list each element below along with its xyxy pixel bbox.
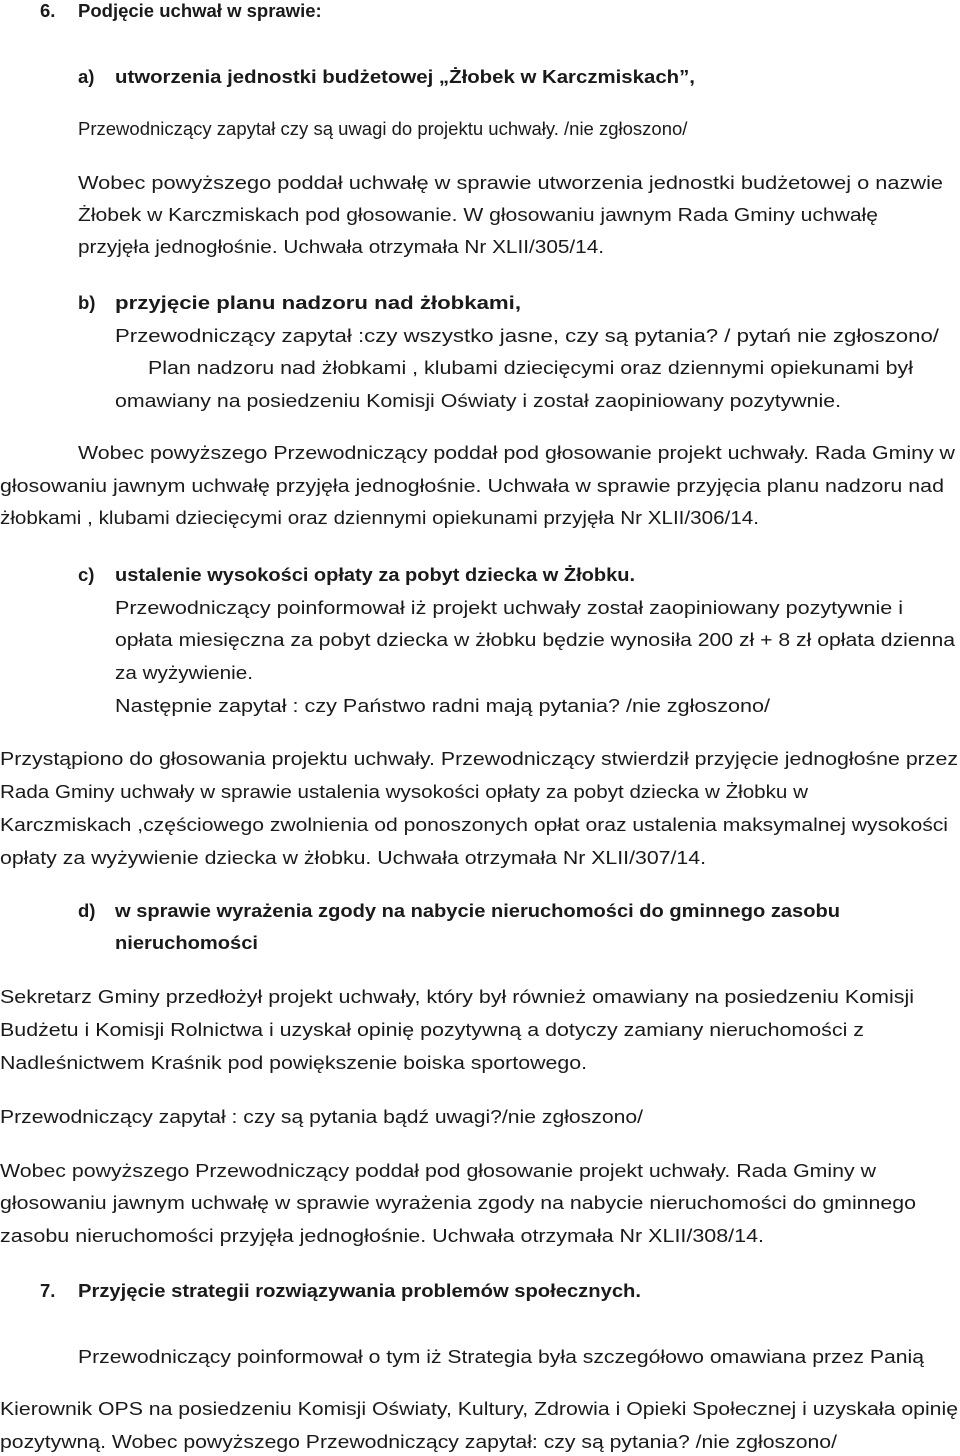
text-line-30-sekretarz-gminy-przedlozyl-projekt-uchwa: Sekretarz Gminy przedłożył projekt uchwały, który był również omawiany na posiedzeniu Komisji [0, 986, 915, 1007]
text-line-31-budzetu-i-komisji-rolnictwa-i-uzyskal-op: Budżetu i Komisji Rolnictwa i uzyskał opinię pozytywną a dotyczy zamiany nieruchomości z [0, 1019, 864, 1040]
text-line-11-przewodniczacy-zapytal-czy-wszystko-jasn: Przewodniczący zapytał :czy wszystko jasne, czy są pytania? / pytań nie zgłoszono/ [115, 325, 939, 346]
text-line-15-glosowaniu-jawnym-uchwale-przyjela-jedno: głosowaniu jawnym uchwałę przyjęła jednogłośnie. Uchwała w sprawie przyjęcia planu nadzoru nad [0, 475, 944, 496]
heading-17-c: c) [78, 564, 95, 585]
text-line-7-zlobek-w-karczmiskach-pod-glosowanie-w-g: Żłobek w Karczmiskach pod głosowanie. W głosowaniu jawnym Rada Gminy uchwałę [78, 204, 878, 225]
text-line-39-przewodniczacy-poinformowal-o-tym-iz-str: Przewodniczący poinformował o tym iż Strategia była szczegółowo omawiana przez Panią [78, 1346, 925, 1367]
text-line-16-zlobkami-klubami-dzieciecymi-oraz-dzienn: żłobkami , klubami dziecięcymi oraz dziennymi opiekunami przyjęła Nr XLII/306/14. [0, 507, 759, 528]
heading-29-nieruchomosci: nieruchomości [115, 932, 259, 953]
heading-18-ustalenie-wysokosci-oplaty-za-pobyt-dzie: ustalenie wysokości opłaty za pobyt dziecka w Żłobku. [115, 564, 636, 585]
text-line-8-przyjela-jednoglosnie-uchwala-otrzymala-: przyjęła jednogłośnie. Uchwała otrzymała Nr XLII/305/14. [78, 236, 605, 257]
text-line-34-wobec-powyzszego-przewodniczacy-poddal-p: Wobec powyższego Przewodniczący poddał pod głosowanie projekt uchwały. Rada Gminy w [0, 1160, 876, 1181]
text-line-32-nadlesnictwem-krasnik-pod-powiekszenie-b: Nadleśnictwem Kraśnik pod powiększenie boiska sportowego. [0, 1052, 587, 1073]
text-line-20-oplata-miesieczna-za-pobyt-dziecka-w-zlo: opłata miesięczna za pobyt dziecka w żłobku będzie wynosiła 200 zł + 8 zł opłata dzienna [115, 629, 955, 650]
heading-4-utworzenia-jednostki-budzetowej-zlobek-w: utworzenia jednostki budżetowej „Żłobek w Karczmiskach”, [115, 66, 695, 87]
text-line-33-przewodniczacy-zapytal-czy-sa-pytania-ba: Przewodniczący zapytał : czy są pytania bądź uwagi?/nie zgłoszono/ [0, 1106, 643, 1127]
heading-1-6: 6. [40, 0, 56, 21]
text-line-13-omawiany-na-posiedzeniu-komisji-oswiaty-: omawiany na posiedzeniu Komisji Oświaty i został zaopiniowany pozytywnie. [115, 390, 842, 411]
text-line-36-zasobu-nieruchomosci-przyjela-jednoglosn: zasobu nieruchomości przyjęła jednogłośnie. Uchwała otrzymała Nr XLII/308/14. [0, 1225, 765, 1246]
text-line-24-rada-gminy-uchwaly-w-sprawie-ustalenia-w: Rada Gminy uchwały w sprawie ustalenia wysokości opłaty za pobyt dziecka w Żłobku w [0, 781, 808, 802]
text-line-35-glosowaniu-jawnym-uchwale-w-sprawie-wyra: głosowaniu jawnym uchwałę w sprawie wyrażenia zgody na nabycie nieruchomości do gminnego [0, 1192, 916, 1213]
heading-10-przyjecie-planu-nadzoru-nad-zlobkami: przyjęcie planu nadzoru nad żłobkami, [115, 292, 522, 313]
text-line-22-nastepnie-zapytal-czy-panstwo-radni-maja: Następnie zapytał : czy Państwo radni mają pytania? /nie zgłoszono/ [115, 695, 771, 716]
text-line-6-wobec-powyzszego-poddal-uchwale-w-sprawi: Wobec powyższego poddał uchwałę w sprawie utworzenia jednostki budżetowej o nazwie [78, 172, 944, 193]
text-line-40-kierownik-ops-na-posiedzeniu-komisji-osw: Kierownik OPS na posiedzeniu Komisji Oświaty, Kultury, Zdrowia i Opieki Społecznej i uzyskała opinię [0, 1398, 959, 1419]
heading-37-7: 7. [40, 1280, 56, 1301]
text-line-5-przewodniczacy-zapytal-czy-sa-uwagi-do-p: Przewodniczący zapytał czy są uwagi do projektu uchwały. /nie zgłoszono/ [78, 118, 688, 139]
heading-2-podjecie-uchwal-w-sprawie: Podjęcie uchwał w sprawie: [78, 0, 322, 21]
heading-27-d: d) [78, 900, 96, 921]
heading-3-a: a) [78, 66, 95, 87]
heading-38-przyjecie-strategii-rozwiazywania-proble: Przyjęcie strategii rozwiązywania problemów społecznych. [78, 1280, 641, 1301]
text-line-14-wobec-powyzszego-przewodniczacy-poddal-p: Wobec powyższego Przewodniczący poddał pod głosowanie projekt uchwały. Rada Gminy w [78, 442, 955, 463]
text-line-19-przewodniczacy-poinformowal-iz-projekt-u: Przewodniczący poinformował iż projekt uchwały został zaopiniowany pozytywnie i [115, 597, 904, 618]
text-line-26-oplaty-za-wyzywienie-dziecka-w-zlobku-uc: opłaty za wyżywienie dziecka w żłobku. Uchwała otrzymała Nr XLII/307/14. [0, 847, 706, 868]
text-line-12-plan-nadzoru-nad-zlobkami-klubami-dzieci: Plan nadzoru nad żłobkami , klubami dziecięcymi oraz dziennymi opiekunami był [148, 357, 913, 378]
text-line-23-przystapiono-do-glosowania-projektu-uchw: Przystąpiono do głosowania projektu uchwały. Przewodniczący stwierdził przyjęcie jednogłośne przez [0, 748, 958, 769]
text-line-41-pozytywna-wobec-powyzszego-przewodniczac: pozytywną. Wobec powyższego Przewodniczący zapytał: czy są pytania? /nie zgłoszono/ [0, 1431, 837, 1452]
heading-9-b: b) [78, 292, 96, 313]
text-line-25-karczmiskach-czesciowego-zwolnienia-od-p: Karczmiskach ,częściowego zwolnienia od ponoszonych opłat oraz ustalenia maksymalnej wysokości [0, 814, 948, 835]
text-line-21-za-wyzywienie: za wyżywienie. [115, 662, 254, 683]
heading-28-w-sprawie-wyrazenia-zgody-na-nabycie-nie: w sprawie wyrażenia zgody na nabycie nieruchomości do gminnego zasobu [115, 900, 841, 921]
